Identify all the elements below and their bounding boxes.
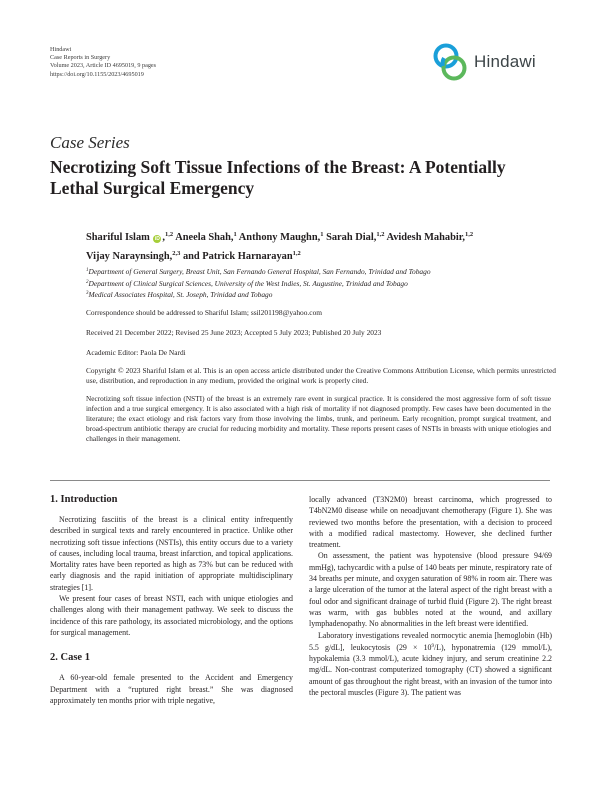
volume-info: Volume 2023, Article ID 4695019, 9 pages <box>50 62 157 70</box>
section-divider <box>50 480 550 481</box>
author-sup: 1,2 <box>165 231 174 238</box>
hindawi-logo-text: Hindawi <box>474 52 536 71</box>
intro-paragraph: Necrotizing fasciitis of the breast is a clinical entity infrequently described in surgical texts and rarely encountered in practice. Unlike other necrotizing soft tissue infections (NSTIs), this entity occurs due to a variety of causes, including local trauma, breast infarction, and topical applications. Mortality rates have been reported as high as 73% but can be reduced with early diagnosis and the rapid initiation of appropriate multidisciplinary strategies [1]. <box>50 515 293 592</box>
intro-paragraph: We present four cases of breast NSTI, each with unique etiologies and challenges along with their management pathway. We seek to discuss the incidence of this rare pathology, its associated microbiology, and the options for surgical management. <box>50 594 293 637</box>
left-column <box>50 494 293 706</box>
affiliation-text: Department of Clinical Surgical Sciences, University of the West Indies, St. Augustine, Trinidad and Tobago <box>88 278 408 288</box>
author-name[interactable]: Avidesh Mahabir, <box>386 232 465 243</box>
doi-link[interactable]: https://doi.org/10.1155/2023/4695019 <box>50 70 144 78</box>
case-paragraph: On assessment, the patient was hypotensive (blood pressure 94/69 mmHg), tachycardic with a pulse of 140 beats per minute, respiratory rate of 34 breaths per minute, and oxygen saturation of 98% in room air. There was a large ulceration of the tumor at the lateral aspect of the right breast with a foul odor and significant drainage of turbid fluid (Figure 2). The right breast was warm, with gas bubbles noted at the wound, and axillary lymphadenopathy. No abnormalities in the left breast were identified. <box>309 551 552 629</box>
case-paragraph: A 60-year-old female presented to the Accident and Emergency Department with a “ruptured right breast.” She was diagnosed approximately ten months prior with triple negative, <box>50 673 293 705</box>
case-paragraph: locally advanced (T3N2M0) breast carcinoma, which progressed to T4bN2M0 disease while on neoadjuvant chemotherapy (Figure 1). She was reviewed two months before the presentation, with a decision to proceed with a modified radical mastectomy. However, she declined further treatment. <box>309 495 552 550</box>
author-sup: 1,2 <box>465 231 474 238</box>
author-sup: 1,2 <box>376 231 385 238</box>
article-title: Necrotizing Soft Tissue Infections of the Breast: A Potentially Lethal Surgical Emergency <box>50 157 506 198</box>
author-sup: 1 <box>233 231 237 238</box>
academic-editor: Academic Editor: Paola De Nardi <box>86 348 186 357</box>
author-name[interactable]: Vijay Naraynsingh, <box>86 251 173 262</box>
affiliation-sup: 1 <box>86 268 89 273</box>
affiliations <box>86 266 556 301</box>
exponent: 9 <box>431 643 435 649</box>
author-sup: 1,2 <box>292 250 301 257</box>
author-name[interactable]: Sarah Dial, <box>326 232 377 243</box>
journal-name: Case Reports in Surgery <box>50 54 111 62</box>
author-name[interactable]: Anthony Maughn, <box>238 232 321 243</box>
lab-text: Laboratory investigations revealed normocytic anemia [hemoglobin (Hb) 5.5 g/dL], leukocytosis (29 × 10 <box>309 630 552 652</box>
article-dates: Received 21 December 2022; Revised 25 June 2023; Accepted 5 July 2023; Published 20 July 2023 <box>86 328 382 337</box>
affiliation-sup: 3 <box>86 291 89 296</box>
hindawi-logo-icon <box>430 42 470 82</box>
affiliation-text: Department of General Surgery, Breast Unit, San Fernando General Hospital, San Fernando, Trinidad and Tobago <box>88 267 431 276</box>
right-column <box>309 494 552 698</box>
copyright-notice: Copyright © 2023 Shariful Islam et al. This is an open access article distributed under the Creative Commons Attribution License, which permits unrestricted use, distribution, and reproduction in any medium, provided the original work is properly cited. <box>86 366 556 385</box>
case-heading: 2. Case 1 <box>50 652 90 664</box>
abstract: Necrotizing soft tissue infection (NSTI) of the breast is an extremely rare event in surgical practice. It is considered the most aggressive form of soft tissue infection and a true surgical emergency. It is also associated with a high risk of mortality if not diagnosed promptly. Few cases have been documented in the literature; the exact etiology and risk factors vary from those involving the limbs, trunk, and perineum. Early recognition, prompt surgical treatment, and broad-spectrum antibiotic therapy are crucial for reducing morbidity and mortality. These reports present cases of NSTIs in breasts with unique etiologies and challenges in their management. <box>86 394 551 443</box>
case-paragraph <box>309 630 552 699</box>
author-name[interactable]: Shariful Islam <box>86 232 150 243</box>
affiliation-item <box>86 266 556 278</box>
correspondence: Correspondence should be addressed to Shariful Islam; ssil201198@yahoo.com <box>86 308 323 317</box>
affiliation-text: Medical Associates Hospital, St. Joseph, Trinidad and Tobago <box>88 290 273 299</box>
orcid-icon[interactable]: iD <box>154 236 160 242</box>
article-type: Case Series <box>50 133 130 152</box>
author-name[interactable]: Aneela Shah, <box>175 232 234 243</box>
author-sup: 1 <box>320 231 324 238</box>
publisher-name: Hindawi <box>50 46 72 53</box>
journal-meta <box>50 46 156 79</box>
affiliation-item <box>86 289 556 301</box>
author-name[interactable]: and Patrick Harnarayan <box>182 251 293 262</box>
intro-heading: 1. Introduction <box>50 494 118 505</box>
lab-text: /L), hyponatremia (129 mmol/L), hypokalemia (3.3 mmol/L), acute kidney injury, and serum creatinine 2.2 mg/dL. Non-contrast computerized tomography (CT) showed a significant amount of gas throughout the right breast, with an invasion of the tumor into the pectoral muscles (Figure 3). The patient was <box>309 642 552 698</box>
author-list: Shariful Islam iD ,$^{1,2}$ Aneela Shah,$^1$ Anthony Maughn,$^1$ Sarah Dial,$^{1,2}$ Avidesh Mahabir,$^{1,2}$ Vijay Naraynsingh,$^{2,3}$ and Patrick Harnarayan$^{1,2}$ <box>86 231 474 262</box>
author-sup: 2,3 <box>172 250 181 257</box>
affiliation-item <box>86 278 556 290</box>
affiliation-sup: 2 <box>86 279 89 285</box>
hindawi-logo <box>430 40 560 84</box>
